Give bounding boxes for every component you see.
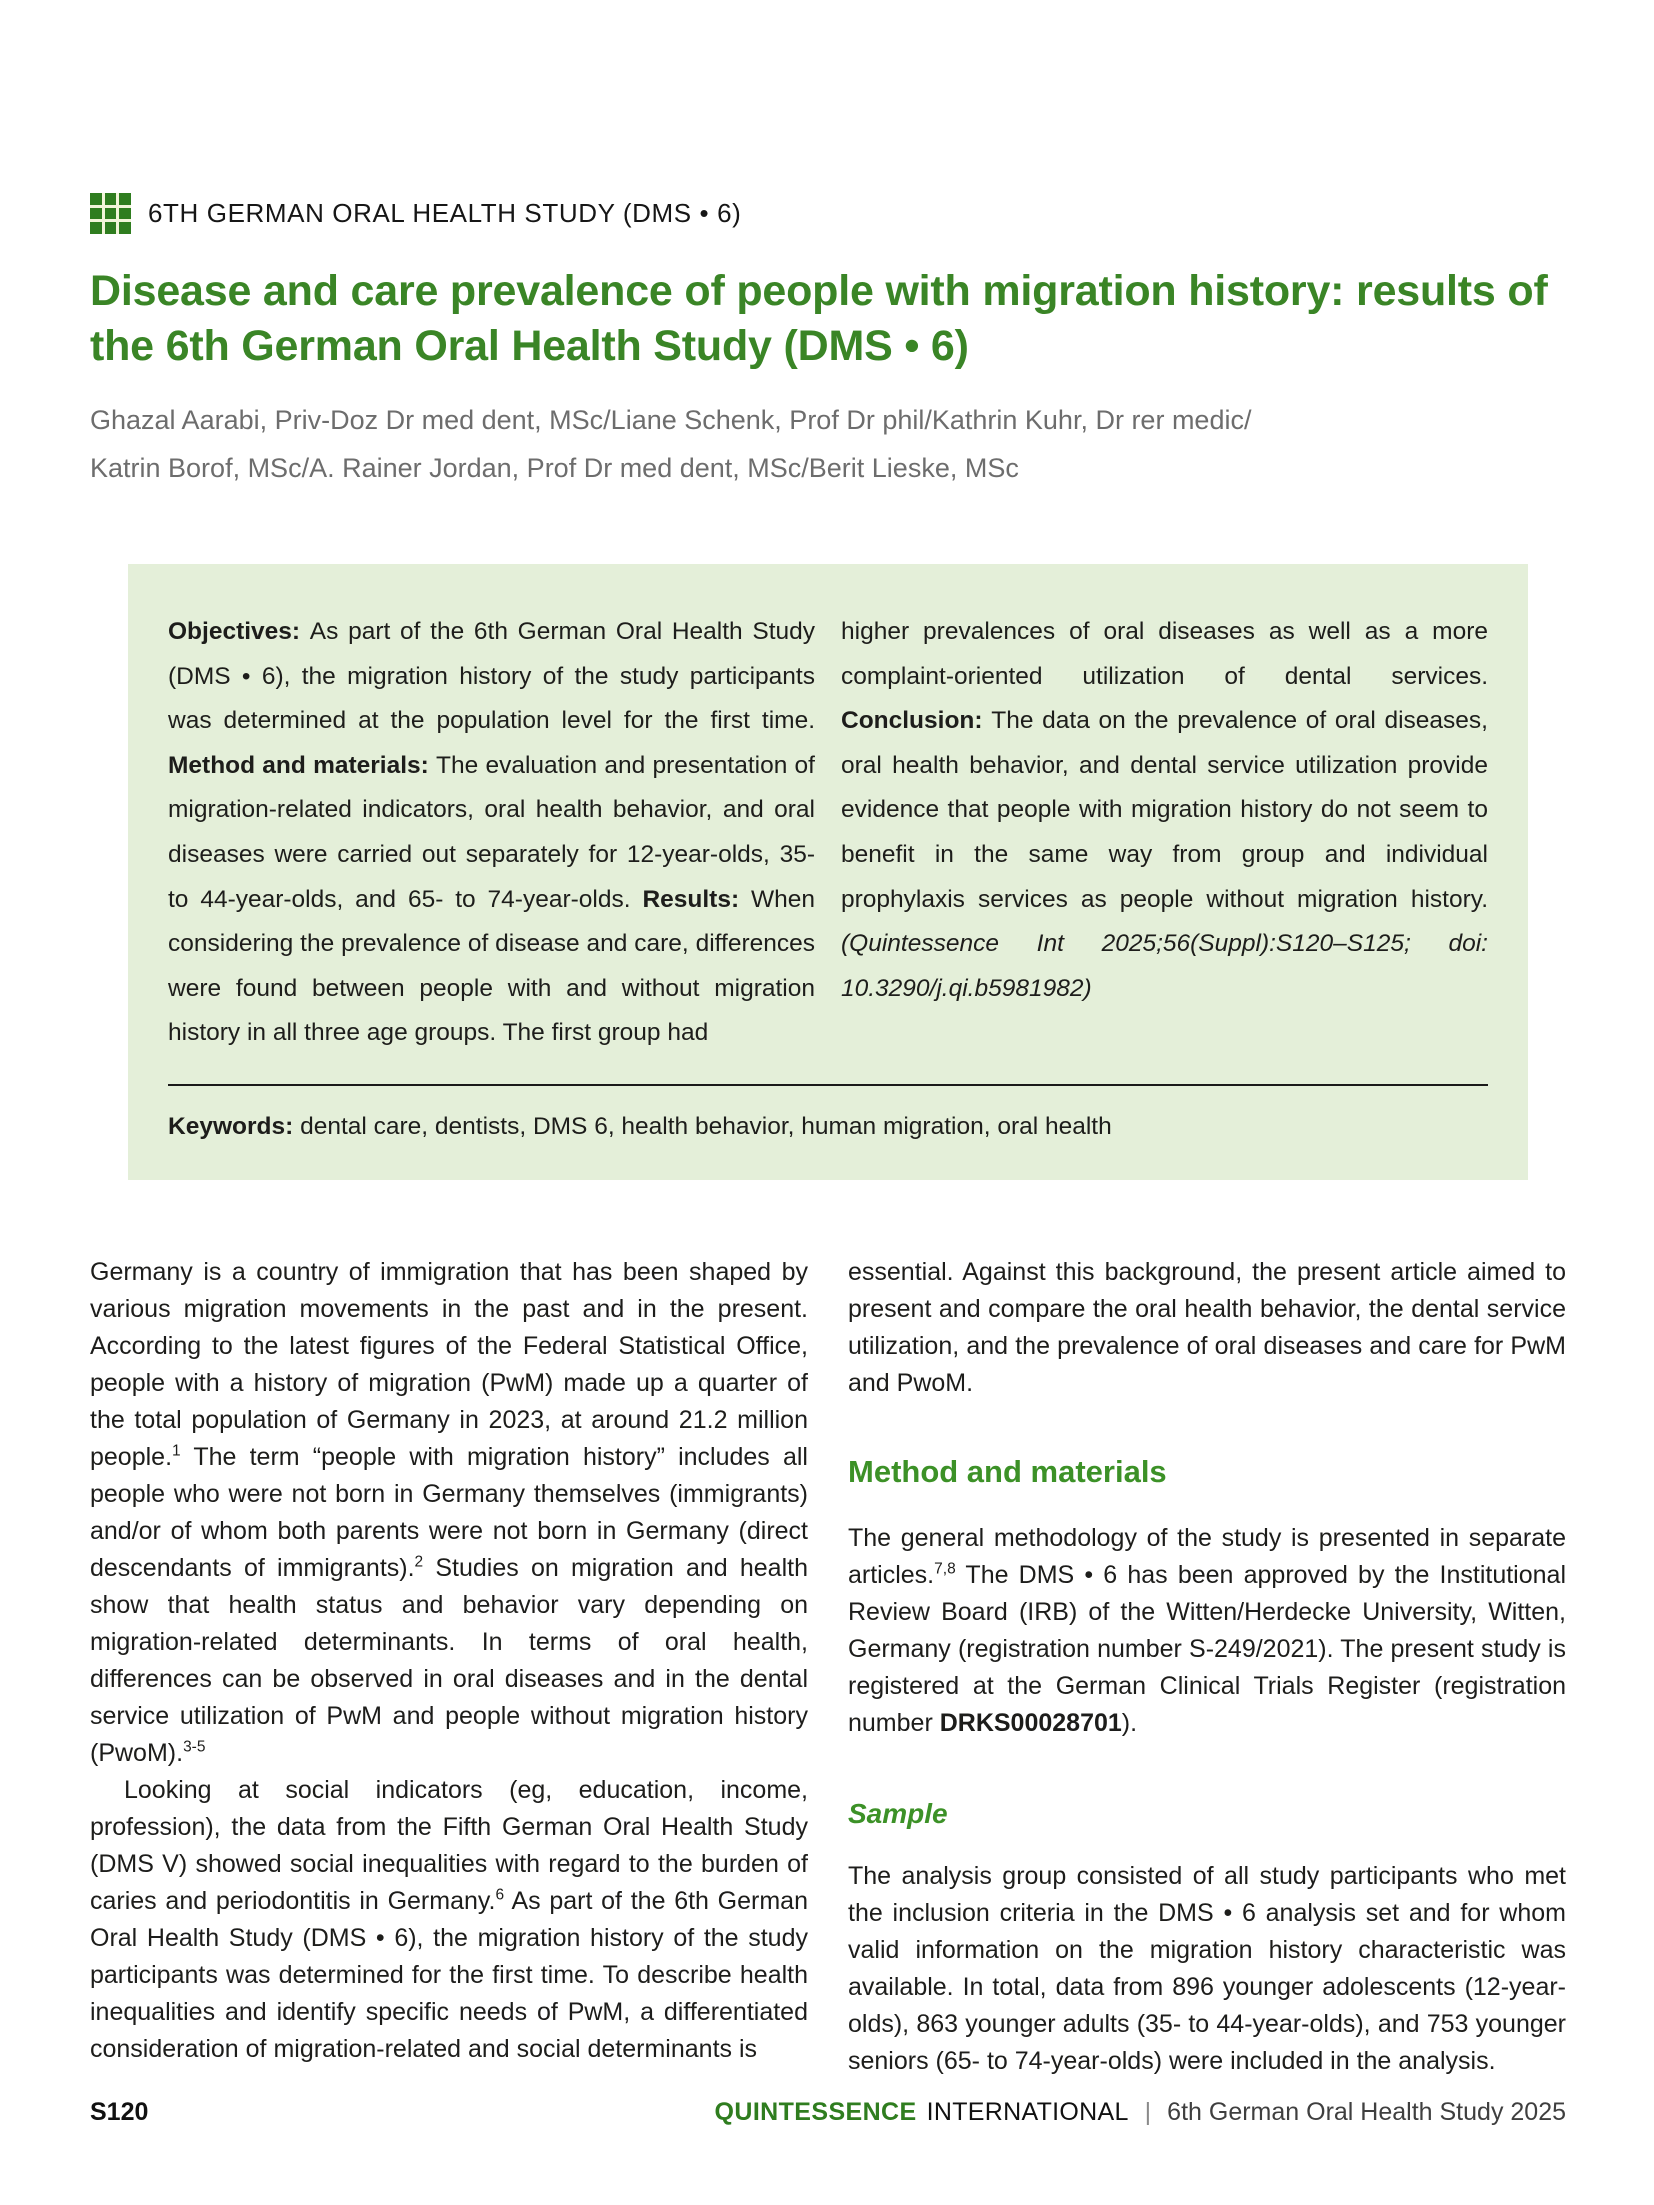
journal-name-quintessence: QUINTESSENCE (714, 2098, 917, 2126)
page-footer (90, 2098, 1566, 2127)
authors-line-1: Ghazal Aarabi, Priv-Doz Dr med dent, MSc/Liane Schenk, Prof Dr phil/Kathrin Kuhr, Dr rer medic/ (90, 405, 1252, 436)
journal-name-international: INTERNATIONAL (926, 2098, 1129, 2126)
authors-line-2: Katrin Borof, MSc/A. Rainer Jordan, Prof Dr med dent, MSc/Berit Lieske, MSc (90, 453, 1019, 484)
article-title: Disease and care prevalence of people with migration history: results of the 6th German Oral Health Study (DMS • 6) (90, 267, 1548, 371)
body-paragraph-1: Germany is a country of immigration that has been shaped by various migration movements in the past and in the present. According to the latest figures of the Federal Statistical Office, people with a history of migration (PwM) made up a quarter of the total population of Germany in 2023, at around 21.2 million people.$^1$ The term “people with migration history” includes all people who were not born in Germany themselves (immigrants) and/or of whom both parents were not born in Germany (direct descendants of immigrants).$^2$ Studies on migration and health show that health status and behavior vary depending on migration-related determinants. In terms of oral health, differences can be observed in oral diseases and in the dental service utilization of PwM and people without migration history (PwoM).$^{3-5}$ (90, 1258, 808, 1768)
article-body (90, 1254, 1566, 2080)
grid-icon (90, 193, 131, 234)
subsection-heading-sample: Sample (848, 1798, 948, 1830)
body-paragraph-4: The general methodology of the study is presented in separate articles.$^{7,8}$ The DMS • 6 has been approved by the Institutional Review Board (IRB) of the Witten/Herdecke University, Witten, Germany (registration number S-249/2021). The present study is registered at the German Clinical Trials Register (registration number DRKS00028701). (848, 1524, 1566, 1738)
abstract-box (128, 564, 1528, 1180)
footer-issue-label: 6th German Oral Health Study 2025 (1167, 2098, 1566, 2126)
body-column-right (848, 1254, 1566, 2080)
abstract-columns (168, 610, 1488, 1056)
journal-footer (715, 2098, 1566, 2127)
footer-separator: | (1144, 2098, 1152, 2126)
body-paragraph-2: Looking at social indicators (eg, education, income, profession), the data from the Fifth German Oral Health Study (DMS V) showed social inequalities with regard to the burden of caries and periodontitis in Germany.$^6$ As part of the 6th German Oral Health Study (DMS • 6), the migration history of the study participants was determined for the first time. To describe health inequalities and identify specific needs of PwM, a differentiated consideration of migration-related and social determinants is (90, 1776, 808, 2064)
body-column-left (90, 1254, 808, 2080)
abstract-divider (168, 1084, 1488, 1086)
page-number: S120 (90, 2098, 149, 2126)
keywords-line: Keywords: dental care, dentists, DMS 6, health behavior, human migration, oral health (168, 1112, 1112, 1140)
abstract-left-column: Objectives: As part of the 6th German Oral Health Study (DMS • 6), the migration history of the study participants was determined at the population level for the first time. Method and materials: The evaluation and presentation of migration-related indicators, oral health behavior, and oral diseases were carried out separately for 12-year-olds, 35- to 44-year-olds, and 65- to 74-year-olds. Results: When considering the prevalence of disease and care, differences were found between people with and without migration history in all three age groups. The first group had (168, 618, 816, 1047)
masthead (90, 193, 1566, 492)
section-heading-method: Method and materials (848, 1454, 1167, 1490)
body-paragraph-3: essential. Against this background, the present article aimed to present and compare the oral health behavior, the dental service utilization, and the prevalence of oral diseases and care for PwM and PwoM. (848, 1258, 1566, 1398)
series-header (90, 193, 1566, 234)
authors-line (90, 396, 1566, 492)
abstract-right-column: higher prevalences of oral diseases as well as a more complaint-oriented utilization of dental services. Conclusion: The data on the prevalence of oral diseases, oral health behavior, and dental service utilization provide evidence that people with migration history do not seem to benefit in the same way from group and individual prophylaxis services as people without migration history. (Quintessence Int 2025;56(Suppl):S120–S125; doi: 10.3290/j.qi.b5981982) (841, 618, 1488, 1002)
series-eyebrow: 6TH GERMAN ORAL HEALTH STUDY (DMS • 6) (148, 198, 742, 228)
body-paragraph-5: The analysis group consisted of all study participants who met the inclusion criteria in the DMS • 6 analysis set and for whom valid information on the migration history characteristic was available. In total, data from 896 younger adolescents (12-year-olds), 863 younger adults (35- to 44-year-olds), and 753 younger seniors (65- to 74-year-olds) were included in the analysis. (848, 1862, 1566, 2076)
